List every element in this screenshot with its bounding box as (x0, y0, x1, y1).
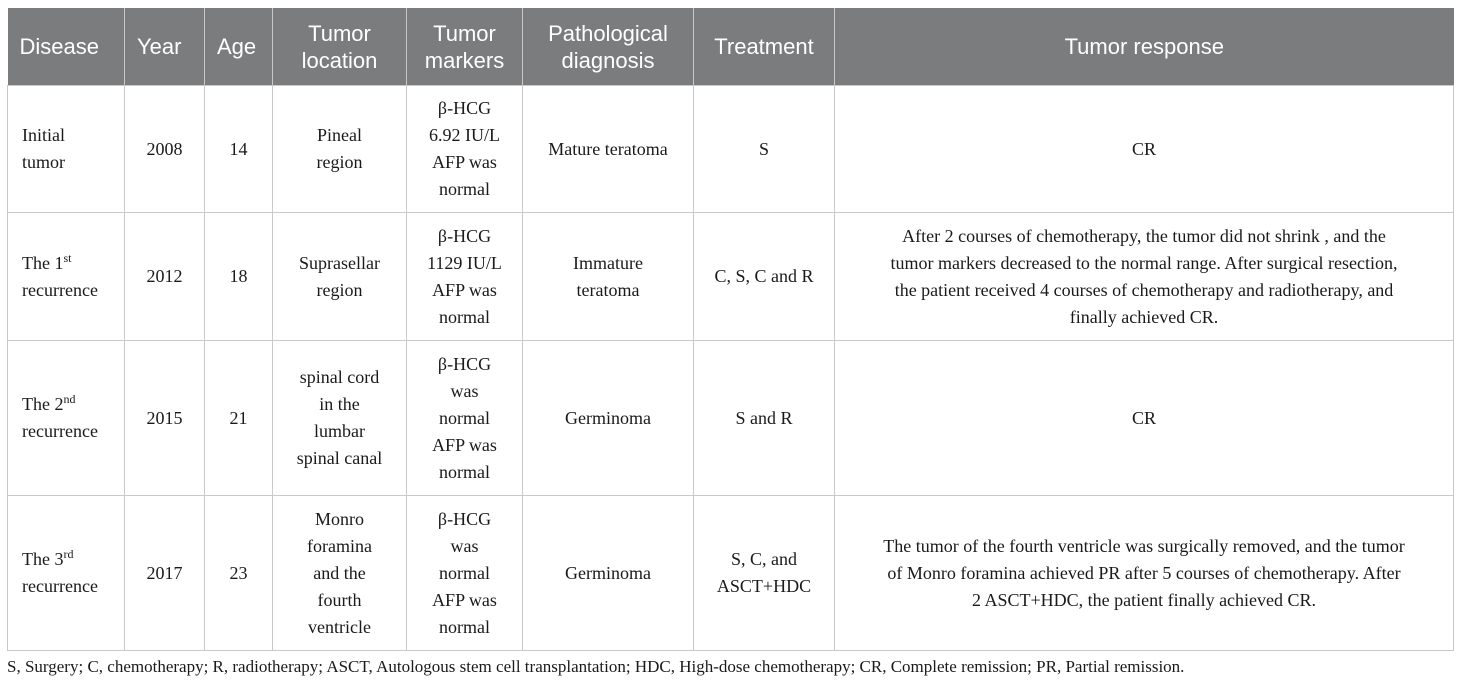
cell-text: CR (1131, 138, 1156, 159)
cell-text: normal (439, 461, 490, 482)
header-pathological-diagnosis (523, 8, 694, 86)
cell-diagnosis (523, 213, 694, 341)
cell-text: The 3 (22, 549, 64, 569)
cell-text: recurrence (22, 421, 98, 441)
header-disease-label: Disease (19, 34, 99, 59)
cell-text: finally achieved CR. (1069, 306, 1219, 327)
ordinal-superscript: st (63, 250, 72, 265)
cell-diagnosis (523, 341, 694, 496)
cell-text: 21 (229, 407, 248, 428)
cell-disease (8, 341, 125, 496)
cell-text: The tumor of the fourth ventricle was surgically removed, and the tumor (883, 535, 1405, 556)
cell-text: in the (319, 394, 360, 414)
header-tumor-markers (407, 8, 523, 86)
cell-age (205, 341, 273, 496)
header-diagnosis-line: Pathological (548, 20, 668, 46)
cell-year (125, 496, 205, 651)
cell-text: 6.92 IU/L (429, 125, 500, 145)
header-tumor-location (273, 8, 407, 86)
cell-text: The 1 (22, 252, 64, 273)
table-row (8, 86, 1454, 213)
cell-age (205, 86, 273, 213)
header-response-label: Tumor response (1064, 34, 1224, 59)
cell-text: normal (439, 407, 490, 428)
cell-text (22, 546, 116, 573)
cell-year (125, 86, 205, 213)
cell-text: Initial (22, 125, 65, 145)
cell-text: 1129 IU/L (427, 252, 502, 273)
header-markers-line: markers (424, 47, 505, 73)
cell-text: S (758, 138, 769, 159)
cell-text: teratoma (576, 279, 640, 300)
cell-text: normal (439, 306, 490, 327)
table-container (7, 8, 1453, 651)
cell-location (273, 86, 407, 213)
cell-disease (8, 86, 125, 213)
cell-text: Germinoma (565, 562, 651, 583)
header-row (8, 8, 1454, 86)
cell-text: spinal cord (299, 367, 380, 387)
cell-text: ventricle (308, 616, 371, 637)
cell-text: normal (439, 179, 490, 199)
header-location-line: location (301, 47, 378, 73)
cell-diagnosis (523, 496, 694, 651)
cell-text: 14 (229, 138, 248, 159)
table-row (8, 496, 1454, 651)
cell-markers (407, 213, 523, 341)
cell-text (22, 250, 116, 277)
cell-age (205, 496, 273, 651)
cell-location (273, 213, 407, 341)
cell-text: normal (439, 616, 490, 637)
cell-text: tumor (22, 152, 65, 172)
clinical-course-table (7, 8, 1454, 651)
header-age (205, 8, 273, 86)
header-age-label: Age (217, 34, 257, 59)
cell-treatment (694, 496, 835, 651)
cell-text: recurrence (22, 279, 98, 300)
cell-diagnosis (523, 86, 694, 213)
cell-text: 2012 (146, 266, 183, 286)
cell-text: spinal canal (296, 448, 383, 468)
cell-text: β-HCG (437, 98, 492, 118)
cell-text: of Monro foramina achieved PR after 5 courses of chemotherapy. After (887, 562, 1401, 583)
cell-text: was (450, 380, 479, 401)
ordinal-superscript: rd (63, 547, 74, 561)
cell-text: was (450, 535, 479, 556)
cell-text: foramina (307, 535, 372, 556)
cell-location (273, 496, 407, 651)
header-year-label: Year (137, 34, 182, 59)
cell-text: 2 ASCT+HDC, the patient finally achieved CR. (971, 589, 1317, 610)
ordinal-superscript: nd (63, 392, 76, 406)
cell-text: AFP was (432, 589, 497, 610)
header-disease (8, 8, 125, 86)
cell-text: 2015 (146, 407, 183, 428)
cell-age (205, 213, 273, 341)
cell-text: Mature teratoma (548, 138, 668, 159)
cell-text: AFP was (432, 434, 497, 455)
cell-disease (8, 496, 125, 651)
cell-text: normal (439, 562, 490, 583)
cell-text: S, C, and (730, 549, 797, 569)
cell-text (22, 391, 116, 418)
cell-text: β-HCG (437, 353, 492, 374)
table-footnote: S, Surgery; C, chemotherapy; R, radiotherapy; ASCT, Autologous stem cell transplantation; HDC, High-dose chemotherapy; CR, Complete remission; PR, Partial remission. (7, 657, 1185, 676)
cell-text: recurrence (22, 576, 98, 596)
cell-location (273, 341, 407, 496)
cell-text: 2017 (146, 562, 183, 583)
cell-text: β-HCG (437, 225, 492, 246)
cell-text: fourth (317, 589, 362, 610)
cell-year (125, 213, 205, 341)
cell-text: S and R (735, 407, 793, 428)
table-row (8, 213, 1454, 341)
cell-response (835, 86, 1454, 213)
header-treatment (694, 8, 835, 86)
cell-text: After 2 courses of chemotherapy, the tumor did not shrink , and the (902, 225, 1386, 246)
cell-response (835, 496, 1454, 651)
cell-text: 18 (229, 266, 248, 286)
cell-text: AFP was (432, 152, 497, 172)
cell-text: 23 (229, 562, 248, 583)
cell-text: Immature (573, 252, 643, 273)
cell-text: region (316, 152, 363, 172)
cell-markers (407, 341, 523, 496)
cell-text: lumbar (314, 421, 365, 441)
cell-text: Germinoma (565, 407, 651, 428)
cell-text: and the (313, 562, 366, 583)
cell-response (835, 213, 1454, 341)
header-treatment-label: Treatment (714, 34, 814, 59)
header-location-line: Tumor (308, 20, 371, 46)
cell-text: Suprasellar (299, 252, 380, 273)
cell-text: 2008 (146, 138, 183, 159)
table-row (8, 341, 1454, 496)
cell-text: C, S, C and R (714, 266, 814, 286)
cell-treatment (694, 341, 835, 496)
header-markers-line: Tumor (433, 20, 496, 46)
header-year (125, 8, 205, 86)
cell-disease (8, 213, 125, 341)
cell-text: region (316, 279, 363, 300)
cell-text: The 2 (22, 394, 64, 414)
cell-treatment (694, 213, 835, 341)
cell-year (125, 341, 205, 496)
cell-text: the patient received 4 courses of chemotherapy and radiotherapy, and (894, 279, 1394, 300)
cell-text: β-HCG (437, 508, 492, 529)
cell-text: CR (1131, 407, 1156, 428)
cell-treatment (694, 86, 835, 213)
cell-text: ASCT+HDC (716, 576, 812, 596)
cell-text: tumor markers decreased to the normal range. After surgical resection, (890, 252, 1398, 273)
cell-response (835, 341, 1454, 496)
header-diagnosis-line: diagnosis (561, 47, 655, 73)
cell-text: AFP was (432, 279, 497, 300)
header-tumor-response (835, 8, 1454, 86)
cell-text: Monro (315, 508, 364, 529)
cell-markers (407, 86, 523, 213)
cell-text: Pineal (317, 125, 362, 145)
cell-markers (407, 496, 523, 651)
